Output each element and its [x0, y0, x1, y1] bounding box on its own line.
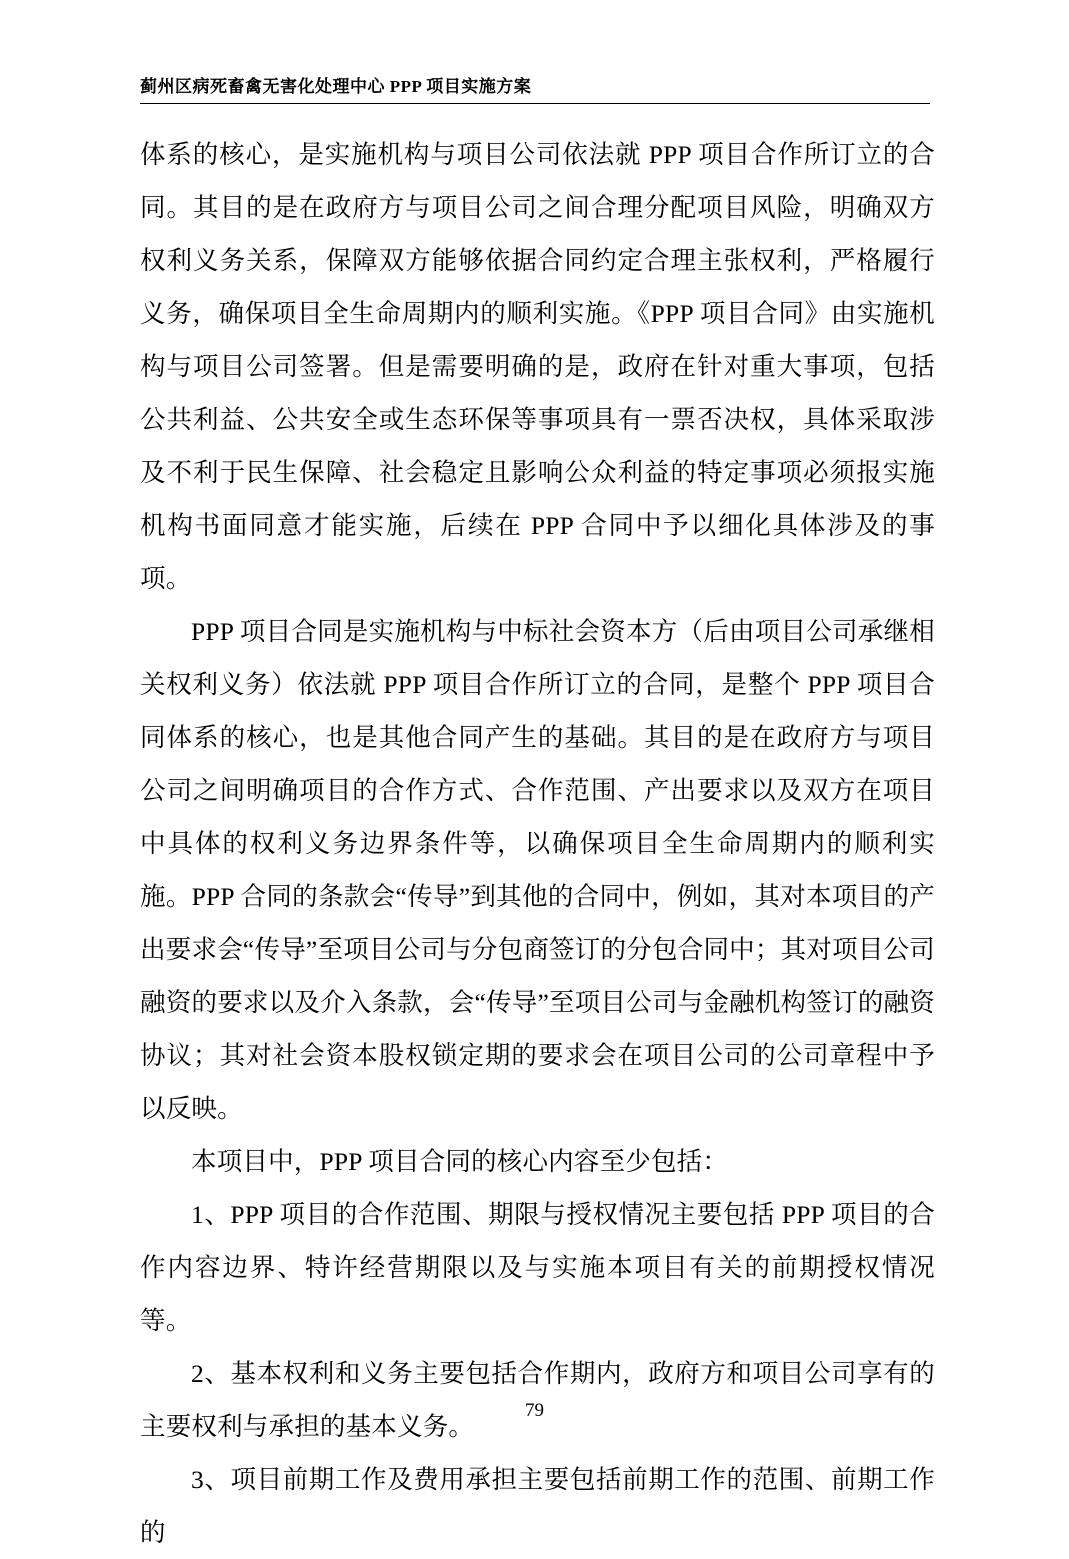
header-title: 蓟州区病死畜禽无害化处理中心 PPP 项目实施方案	[140, 77, 532, 96]
header-divider	[140, 103, 930, 104]
paragraph-6: 3、项目前期工作及费用承担主要包括前期工作的范围、前期工作的	[140, 1465, 935, 1547]
paragraph-2: PPP 项目合同是实施机构与中标社会资本方（后由项目公司承继相关权利义务）依法就 PPP 项目合作所订立的合同，是整个 PPP 项目合同体系的核心，也是其他合同产生的基础。其目的是在政府方与项目公司之间明确项目的合作方式、合作范围、产出要求以及双方在项目中具体的权利义务边界条件等，以确保项目全生命周期内的顺利实施。PPP 合同的条款会“传导”到其他的合同中，例如，其对本项目的产出要求会“传导”至项目公司与分包商签订的分包合同中；其对项目公司融资的要求以及介入条款，会“传导”至项目公司与金融机构签订的融资协议；其对社会资本股权锁定期的要求会在项目公司的公司章程中予以反映。	[140, 617, 935, 1123]
page-header	[140, 72, 930, 104]
paragraph-3: 本项目中，PPP 项目合同的核心内容至少包括：	[191, 1147, 729, 1176]
paragraph-1: 体系的核心，是实施机构与项目公司依法就 PPP 项目合作所订立的合同。其目的是在政府方与项目公司之间合理分配项目风险，明确双方权利义务关系，保障双方能够依据合同约定合理主张权利，严格履行义务，确保项目全生命周期内的顺利实施。《PPP 项目合同》由实施机构与项目公司签署。但是需要明确的是，政府在针对重大事项，包括公共利益、公共安全或生态环保等事项具有一票否决权，具体采取涉及不利于民生保障、社会稳定且影响公众利益的特定事项必须报实施机构书面同意才能实施，后续在 PPP 合同中予以细化具体涉及的事项。	[140, 140, 935, 593]
document-body	[140, 128, 935, 1559]
paragraph-4: 1、PPP 项目的合作范围、期限与授权情况主要包括 PPP 项目的合作内容边界、特许经营期限以及与实施本项目有关的前期授权情况等。	[140, 1200, 935, 1335]
paragraph-5: 2、基本权利和义务主要包括合作期内，政府方和项目公司享有的主要权利与承担的基本义务。	[140, 1359, 935, 1441]
page-number: 79	[525, 1400, 544, 1421]
